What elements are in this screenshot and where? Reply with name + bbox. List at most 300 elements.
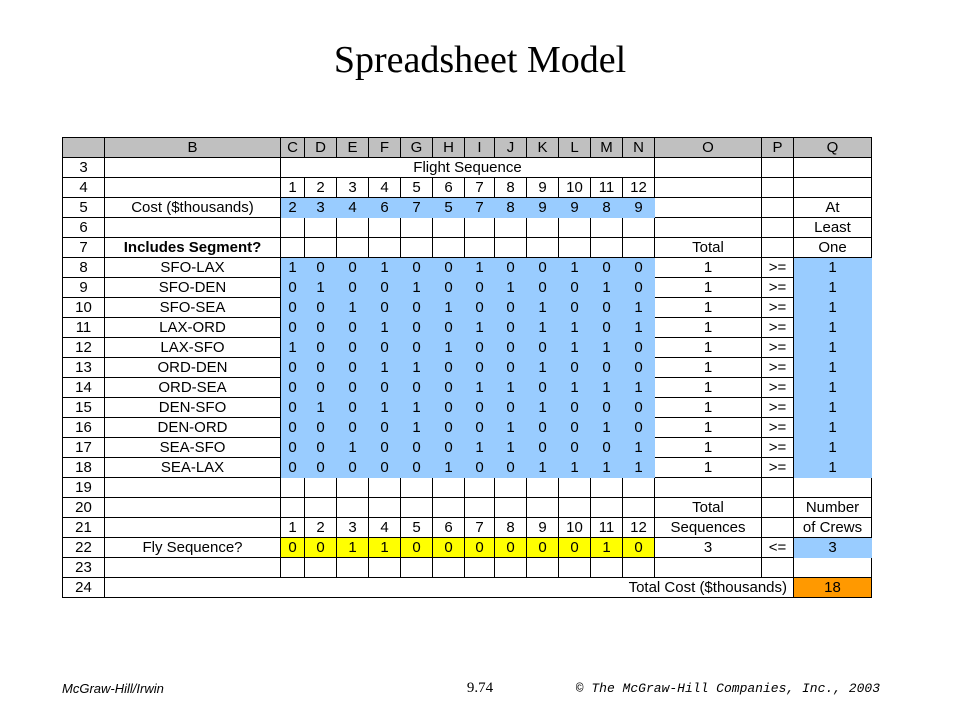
segment-name: LAX-ORD <box>105 318 281 338</box>
row-header[interactable]: 22 <box>63 538 105 558</box>
total-cost-label: Total Cost ($thousands) <box>105 578 794 598</box>
row-header[interactable]: 20 <box>63 498 105 518</box>
cost-cell[interactable]: 6 <box>369 198 401 218</box>
segment-coverage-cell[interactable]: 0 <box>281 398 305 418</box>
segment-coverage-cell[interactable]: 1 <box>281 258 305 278</box>
constraint-operator: >= <box>762 318 794 338</box>
segment-coverage-cell[interactable]: 0 <box>337 278 369 298</box>
segment-coverage-cell[interactable]: 0 <box>465 418 495 438</box>
cost-cell[interactable]: 7 <box>401 198 433 218</box>
column-header-m[interactable]: M <box>591 138 623 158</box>
sequence-number: 11 <box>591 518 623 538</box>
segment-coverage-cell[interactable]: 1 <box>465 318 495 338</box>
empty-cell <box>305 558 337 578</box>
segment-rhs[interactable]: 1 <box>794 318 872 338</box>
row-header[interactable]: 24 <box>63 578 105 598</box>
segment-coverage-cell[interactable]: 1 <box>527 398 559 418</box>
cell-p7 <box>762 238 794 258</box>
segment-coverage-cell[interactable]: 0 <box>495 398 527 418</box>
sequence-number: 5 <box>401 518 433 538</box>
segment-coverage-cell[interactable]: 1 <box>369 318 401 338</box>
constraint-operator: >= <box>762 278 794 298</box>
sequence-number: 11 <box>591 178 623 198</box>
row-header[interactable]: 19 <box>63 478 105 498</box>
segment-rhs[interactable]: 1 <box>794 278 872 298</box>
segment-coverage-cell[interactable]: 1 <box>305 398 337 418</box>
segment-rhs[interactable]: 1 <box>794 418 872 438</box>
row-header[interactable]: 5 <box>63 198 105 218</box>
segment-coverage-cell[interactable]: 1 <box>495 378 527 398</box>
segment-rhs[interactable]: 1 <box>794 298 872 318</box>
segment-coverage-cell[interactable]: 0 <box>281 438 305 458</box>
segment-row <box>63 298 872 318</box>
empty-cell <box>465 478 495 498</box>
segment-name: DEN-ORD <box>105 418 281 438</box>
segment-coverage-cell[interactable]: 0 <box>305 358 337 378</box>
sequence-number: 3 <box>337 518 369 538</box>
cost-cell[interactable]: 5 <box>433 198 465 218</box>
segment-coverage-cell[interactable]: 0 <box>433 418 465 438</box>
row-header[interactable]: 15 <box>63 398 105 418</box>
segment-coverage-cell[interactable]: 0 <box>281 418 305 438</box>
cost-cell[interactable]: 9 <box>623 198 655 218</box>
segment-coverage-cell[interactable]: 0 <box>401 258 433 278</box>
fly-sequence-cell[interactable]: 0 <box>559 538 591 558</box>
segment-coverage-cell[interactable]: 1 <box>591 338 623 358</box>
segment-coverage-cell[interactable]: 1 <box>337 298 369 318</box>
segment-coverage-cell[interactable]: 0 <box>305 318 337 338</box>
row-header[interactable]: 8 <box>63 258 105 278</box>
row-header[interactable]: 6 <box>63 218 105 238</box>
fly-sequence-cell[interactable]: 0 <box>527 538 559 558</box>
segment-coverage-cell[interactable]: 0 <box>527 438 559 458</box>
segment-coverage-cell[interactable]: 0 <box>369 338 401 358</box>
cost-label: Cost ($thousands) <box>105 198 281 218</box>
segment-coverage-cell[interactable]: 1 <box>401 278 433 298</box>
empty-cell <box>401 478 433 498</box>
empty-cell <box>495 238 527 258</box>
segment-coverage-cell[interactable]: 1 <box>559 318 591 338</box>
segment-coverage-cell[interactable]: 1 <box>433 298 465 318</box>
empty-cell <box>433 218 465 238</box>
segment-coverage-cell[interactable]: 0 <box>433 358 465 378</box>
segment-coverage-cell[interactable]: 1 <box>465 438 495 458</box>
segment-coverage-cell[interactable]: 1 <box>559 458 591 478</box>
cell-b20 <box>105 498 281 518</box>
row-header[interactable]: 9 <box>63 278 105 298</box>
cell-q4 <box>794 178 872 198</box>
column-header-d[interactable]: D <box>305 138 337 158</box>
segment-coverage-cell[interactable]: 1 <box>305 278 337 298</box>
segment-coverage-cell[interactable]: 0 <box>465 298 495 318</box>
row-header[interactable]: 23 <box>63 558 105 578</box>
segment-coverage-cell[interactable]: 0 <box>337 258 369 278</box>
column-header-q[interactable]: Q <box>794 138 872 158</box>
segment-coverage-cell[interactable]: 1 <box>401 398 433 418</box>
empty-cell <box>527 238 559 258</box>
sequence-number: 12 <box>623 178 655 198</box>
total-sequences: 3 <box>655 538 762 558</box>
segment-coverage-cell[interactable]: 0 <box>369 438 401 458</box>
segment-coverage-cell[interactable]: 0 <box>591 358 623 378</box>
segment-coverage-cell[interactable]: 1 <box>559 258 591 278</box>
segment-coverage-cell[interactable]: 0 <box>559 418 591 438</box>
cell-p19 <box>762 478 794 498</box>
segment-coverage-cell[interactable]: 0 <box>465 278 495 298</box>
column-header-o[interactable]: O <box>655 138 762 158</box>
segment-coverage-cell[interactable]: 0 <box>369 458 401 478</box>
empty-cell <box>305 218 337 238</box>
segment-coverage-cell[interactable]: 1 <box>559 378 591 398</box>
cost-cell[interactable]: 9 <box>559 198 591 218</box>
empty-cell <box>623 218 655 238</box>
segment-coverage-cell[interactable]: 0 <box>433 398 465 418</box>
segment-coverage-cell[interactable]: 1 <box>433 458 465 478</box>
fly-sequence-cell[interactable]: 0 <box>305 538 337 558</box>
segment-coverage-cell[interactable]: 0 <box>401 318 433 338</box>
cell-p21 <box>762 518 794 538</box>
segment-coverage-cell[interactable]: 0 <box>401 338 433 358</box>
segment-coverage-cell[interactable]: 0 <box>527 258 559 278</box>
column-header-p[interactable]: P <box>762 138 794 158</box>
sequence-number: 10 <box>559 178 591 198</box>
row-header[interactable]: 18 <box>63 458 105 478</box>
cell-b3 <box>105 158 281 178</box>
segment-coverage-cell[interactable]: 0 <box>305 378 337 398</box>
segment-coverage-cell[interactable]: 0 <box>495 458 527 478</box>
segment-coverage-cell[interactable]: 0 <box>305 258 337 278</box>
segment-coverage-cell[interactable]: 0 <box>401 378 433 398</box>
segment-coverage-cell[interactable]: 0 <box>527 338 559 358</box>
segment-coverage-cell[interactable]: 1 <box>281 338 305 358</box>
fly-sequence-cell[interactable]: 1 <box>591 538 623 558</box>
sheet-row-19 <box>63 478 872 498</box>
segment-coverage-cell[interactable]: 0 <box>495 318 527 338</box>
segment-coverage-cell[interactable]: 1 <box>433 338 465 358</box>
segment-coverage-cell[interactable]: 1 <box>527 458 559 478</box>
segment-rhs[interactable]: 1 <box>794 398 872 418</box>
segment-coverage-cell[interactable]: 0 <box>305 438 337 458</box>
segment-coverage-cell[interactable]: 0 <box>465 358 495 378</box>
segment-coverage-cell[interactable]: 1 <box>623 378 655 398</box>
segment-coverage-cell[interactable]: 0 <box>433 378 465 398</box>
empty-cell <box>305 498 337 518</box>
segment-coverage-cell[interactable]: 0 <box>433 318 465 338</box>
empty-cell <box>591 498 623 518</box>
column-header-g[interactable]: G <box>401 138 433 158</box>
slide-number: 9.74 <box>466 680 494 696</box>
cost-cell[interactable]: 3 <box>305 198 337 218</box>
segment-rhs[interactable]: 1 <box>794 438 872 458</box>
segment-coverage-cell[interactable]: 0 <box>559 398 591 418</box>
row-header[interactable]: 14 <box>63 378 105 398</box>
segment-total: 1 <box>655 278 762 298</box>
segment-coverage-cell[interactable]: 0 <box>337 318 369 338</box>
segment-coverage-cell[interactable]: 0 <box>591 318 623 338</box>
segment-row <box>63 398 872 418</box>
segment-coverage-cell[interactable]: 0 <box>305 418 337 438</box>
segment-coverage-cell[interactable]: 0 <box>433 438 465 458</box>
sequence-number: 9 <box>527 518 559 538</box>
segment-coverage-cell[interactable]: 0 <box>527 378 559 398</box>
column-header-i[interactable]: I <box>465 138 495 158</box>
empty-cell <box>465 498 495 518</box>
segment-coverage-cell[interactable]: 0 <box>337 378 369 398</box>
empty-cell <box>281 558 305 578</box>
sequence-number: 5 <box>401 178 433 198</box>
sheet-row-22 <box>63 538 872 558</box>
segment-coverage-cell[interactable]: 1 <box>369 358 401 378</box>
segment-coverage-cell[interactable]: 1 <box>401 418 433 438</box>
segment-coverage-cell[interactable]: 1 <box>337 438 369 458</box>
segment-coverage-cell[interactable]: 1 <box>495 418 527 438</box>
row-header[interactable]: 7 <box>63 238 105 258</box>
cell-p23 <box>762 558 794 578</box>
sequence-number: 10 <box>559 518 591 538</box>
segment-rhs[interactable]: 1 <box>794 338 872 358</box>
one-label: One <box>794 238 872 258</box>
fly-sequence-cell[interactable]: 0 <box>433 538 465 558</box>
segment-coverage-cell[interactable]: 0 <box>433 278 465 298</box>
corner-cell <box>63 138 105 158</box>
segment-coverage-cell[interactable]: 0 <box>465 458 495 478</box>
row-header[interactable]: 12 <box>63 338 105 358</box>
column-header-h[interactable]: H <box>433 138 465 158</box>
segment-rhs[interactable]: 1 <box>794 378 872 398</box>
segment-coverage-cell[interactable]: 0 <box>623 278 655 298</box>
segment-coverage-cell[interactable]: 0 <box>591 298 623 318</box>
empty-cell <box>281 498 305 518</box>
sequence-number: 1 <box>281 178 305 198</box>
segment-coverage-cell[interactable]: 1 <box>495 438 527 458</box>
fly-sequence-cell[interactable]: 0 <box>623 538 655 558</box>
row-header[interactable]: 11 <box>63 318 105 338</box>
segment-coverage-cell[interactable]: 0 <box>433 258 465 278</box>
segment-coverage-cell[interactable]: 0 <box>527 278 559 298</box>
cell-o3 <box>655 158 762 178</box>
segment-coverage-cell[interactable]: 1 <box>527 298 559 318</box>
segment-rhs[interactable]: 1 <box>794 458 872 478</box>
segment-name: SFO-LAX <box>105 258 281 278</box>
row-header[interactable]: 21 <box>63 518 105 538</box>
cell-b21 <box>105 518 281 538</box>
empty-cell <box>281 478 305 498</box>
segment-coverage-cell[interactable]: 0 <box>337 458 369 478</box>
sequence-number: 4 <box>369 518 401 538</box>
cost-cell[interactable]: 9 <box>527 198 559 218</box>
segment-coverage-cell[interactable]: 0 <box>305 298 337 318</box>
empty-cell <box>623 238 655 258</box>
fly-sequence-cell[interactable]: 1 <box>337 538 369 558</box>
segment-coverage-cell[interactable]: 0 <box>495 338 527 358</box>
cost-cell[interactable]: 8 <box>495 198 527 218</box>
empty-cell <box>401 218 433 238</box>
segment-coverage-cell[interactable]: 0 <box>495 298 527 318</box>
segment-coverage-cell[interactable]: 0 <box>369 418 401 438</box>
segment-coverage-cell[interactable]: 1 <box>591 458 623 478</box>
segment-coverage-cell[interactable]: 0 <box>623 258 655 278</box>
cell-p5 <box>762 198 794 218</box>
segment-row <box>63 378 872 398</box>
segment-coverage-cell[interactable]: 0 <box>337 398 369 418</box>
cost-cell[interactable]: 8 <box>591 198 623 218</box>
cost-cell[interactable]: 4 <box>337 198 369 218</box>
empty-cell <box>559 218 591 238</box>
row-header[interactable]: 4 <box>63 178 105 198</box>
cost-cell[interactable]: 7 <box>465 198 495 218</box>
empty-cell <box>623 478 655 498</box>
segment-coverage-cell[interactable]: 1 <box>591 418 623 438</box>
number-label: Number <box>794 498 872 518</box>
segment-coverage-cell[interactable]: 1 <box>465 258 495 278</box>
segment-coverage-cell[interactable]: 0 <box>281 278 305 298</box>
segment-coverage-cell[interactable]: 0 <box>465 398 495 418</box>
cell-o19 <box>655 478 762 498</box>
segment-coverage-cell[interactable]: 1 <box>591 278 623 298</box>
segment-coverage-cell[interactable]: 0 <box>465 338 495 358</box>
sequence-number: 3 <box>337 178 369 198</box>
sequences-label: Sequences <box>655 518 762 538</box>
row-header[interactable]: 3 <box>63 158 105 178</box>
segment-coverage-cell[interactable]: 1 <box>495 278 527 298</box>
segment-coverage-cell[interactable]: 0 <box>527 418 559 438</box>
constraint-operator: >= <box>762 378 794 398</box>
cell-b6 <box>105 218 281 238</box>
cell-o23 <box>655 558 762 578</box>
segment-coverage-cell[interactable]: 0 <box>281 318 305 338</box>
segment-name: LAX-SFO <box>105 338 281 358</box>
segment-coverage-cell[interactable]: 0 <box>401 298 433 318</box>
segment-coverage-cell[interactable]: 1 <box>527 358 559 378</box>
segment-coverage-cell[interactable]: 0 <box>401 458 433 478</box>
segment-coverage-cell[interactable]: 0 <box>369 378 401 398</box>
segment-coverage-cell[interactable]: 0 <box>623 358 655 378</box>
segment-coverage-cell[interactable]: 0 <box>623 398 655 418</box>
cell-p20 <box>762 498 794 518</box>
segment-total: 1 <box>655 398 762 418</box>
segment-total: 1 <box>655 258 762 278</box>
segment-coverage-cell[interactable]: 0 <box>559 358 591 378</box>
column-header-b[interactable]: B <box>105 138 281 158</box>
segment-coverage-cell[interactable]: 0 <box>281 298 305 318</box>
column-header-f[interactable]: F <box>369 138 401 158</box>
segment-coverage-cell[interactable]: 0 <box>623 418 655 438</box>
segment-coverage-cell[interactable]: 1 <box>369 258 401 278</box>
empty-cell <box>495 218 527 238</box>
segment-total: 1 <box>655 378 762 398</box>
number-of-crews[interactable]: 3 <box>794 538 872 558</box>
segment-coverage-cell[interactable]: 0 <box>401 438 433 458</box>
segment-total: 1 <box>655 338 762 358</box>
segment-coverage-cell[interactable]: 1 <box>623 318 655 338</box>
segment-coverage-cell[interactable]: 1 <box>591 378 623 398</box>
segment-coverage-cell[interactable]: 0 <box>305 458 337 478</box>
fly-sequence-cell[interactable]: 0 <box>401 538 433 558</box>
segment-coverage-cell[interactable]: 0 <box>495 358 527 378</box>
segment-coverage-cell[interactable]: 0 <box>591 258 623 278</box>
row-header[interactable]: 17 <box>63 438 105 458</box>
segment-total: 1 <box>655 458 762 478</box>
segment-coverage-cell[interactable]: 1 <box>559 338 591 358</box>
empty-cell <box>495 498 527 518</box>
column-header-e[interactable]: E <box>337 138 369 158</box>
segment-rhs[interactable]: 1 <box>794 258 872 278</box>
segment-coverage-cell[interactable]: 1 <box>369 398 401 418</box>
cell-q3 <box>794 158 872 178</box>
cost-cell[interactable]: 2 <box>281 198 305 218</box>
total-cost-value[interactable]: 18 <box>794 578 872 598</box>
sequence-number: 12 <box>623 518 655 538</box>
segment-row <box>63 418 872 438</box>
fly-sequence-cell[interactable]: 1 <box>369 538 401 558</box>
segment-coverage-cell[interactable]: 0 <box>369 298 401 318</box>
sequence-number: 4 <box>369 178 401 198</box>
column-header-j[interactable]: J <box>495 138 527 158</box>
segment-coverage-cell[interactable]: 1 <box>401 358 433 378</box>
fly-sequence-cell[interactable]: 0 <box>495 538 527 558</box>
segment-coverage-cell[interactable]: 0 <box>337 418 369 438</box>
segment-coverage-cell[interactable]: 1 <box>527 318 559 338</box>
fly-sequence-cell[interactable]: 0 <box>281 538 305 558</box>
segment-coverage-cell[interactable]: 0 <box>369 278 401 298</box>
row-header[interactable]: 10 <box>63 298 105 318</box>
segment-coverage-cell[interactable]: 0 <box>559 438 591 458</box>
row-header[interactable]: 16 <box>63 418 105 438</box>
segment-coverage-cell[interactable]: 0 <box>591 398 623 418</box>
segment-coverage-cell[interactable]: 1 <box>465 378 495 398</box>
segment-row <box>63 438 872 458</box>
segment-coverage-cell[interactable]: 0 <box>559 278 591 298</box>
column-header-c[interactable]: C <box>281 138 305 158</box>
empty-cell <box>369 238 401 258</box>
segment-coverage-cell[interactable]: 0 <box>337 358 369 378</box>
segment-coverage-cell[interactable]: 0 <box>281 358 305 378</box>
segment-rhs[interactable]: 1 <box>794 358 872 378</box>
segment-coverage-cell[interactable]: 0 <box>591 438 623 458</box>
includes-segment-label: Includes Segment? <box>105 238 281 258</box>
sequence-number: 7 <box>465 518 495 538</box>
segment-coverage-cell[interactable]: 1 <box>623 458 655 478</box>
fly-sequence-cell[interactable]: 0 <box>465 538 495 558</box>
cell-o6 <box>655 218 762 238</box>
segment-coverage-cell[interactable]: 0 <box>623 338 655 358</box>
segment-coverage-cell[interactable]: 0 <box>559 298 591 318</box>
empty-cell <box>401 238 433 258</box>
column-header-l[interactable]: L <box>559 138 591 158</box>
empty-cell <box>559 238 591 258</box>
cell-q23 <box>794 558 872 578</box>
segment-coverage-cell[interactable]: 0 <box>281 378 305 398</box>
column-header-n[interactable]: N <box>623 138 655 158</box>
segment-coverage-cell[interactable]: 1 <box>623 298 655 318</box>
sheet-row-21 <box>63 518 872 538</box>
constraint-operator: >= <box>762 358 794 378</box>
segment-coverage-cell[interactable]: 0 <box>305 338 337 358</box>
row-header[interactable]: 13 <box>63 358 105 378</box>
segment-coverage-cell[interactable]: 0 <box>337 338 369 358</box>
footer-publisher: McGraw-Hill/Irwin <box>62 681 164 696</box>
segment-name: SEA-SFO <box>105 438 281 458</box>
sheet-row-6 <box>63 218 872 238</box>
segment-coverage-cell[interactable]: 0 <box>281 458 305 478</box>
segment-coverage-cell[interactable]: 1 <box>623 438 655 458</box>
empty-cell <box>337 558 369 578</box>
segment-coverage-cell[interactable]: 0 <box>495 258 527 278</box>
empty-cell <box>465 238 495 258</box>
segment-name: DEN-SFO <box>105 398 281 418</box>
segment-row <box>63 358 872 378</box>
column-header-k[interactable]: K <box>527 138 559 158</box>
